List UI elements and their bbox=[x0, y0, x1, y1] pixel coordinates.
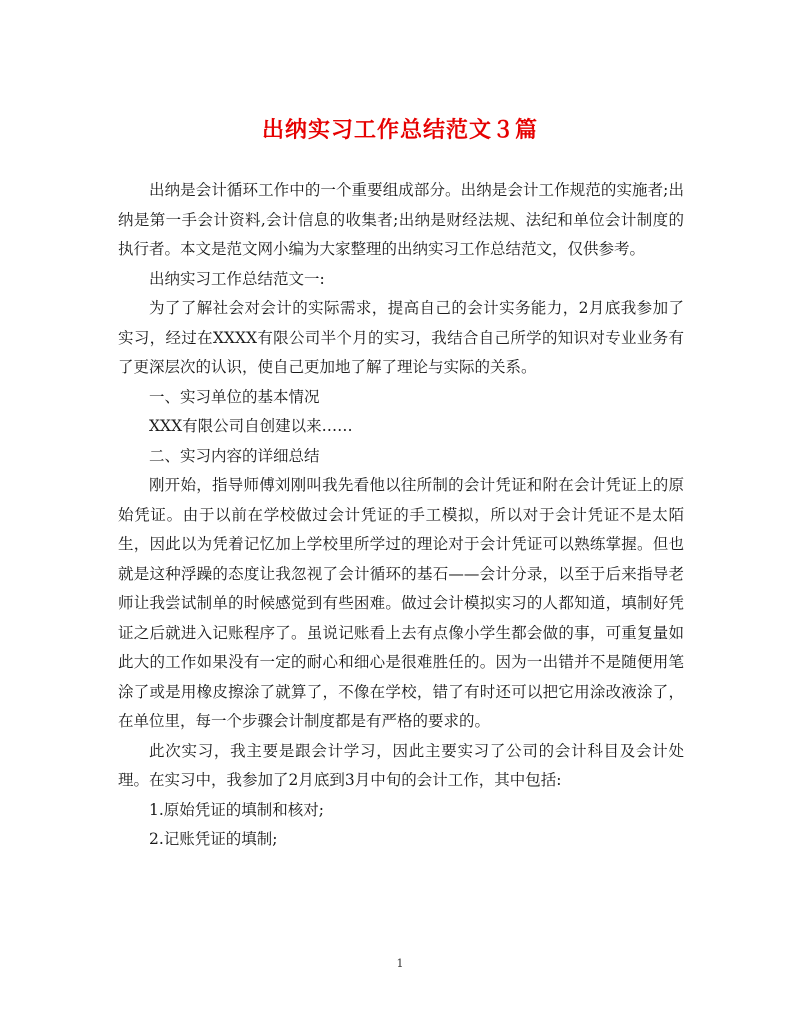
paragraph-sample-one-heading: 出纳实习工作总结范文一: bbox=[149, 269, 325, 288]
paragraph-intro: 出纳是会计循环工作中的一个重要组成部分。出纳是会计工作规范的实施者;出纳是第一手会计资料,会计信息的收集者;出纳是财经法规、法纪和单位会计制度的执行者。本文是范文网小编为大家整理的出纳实习工作总结范文，仅供参考。 bbox=[118, 181, 684, 258]
document-body bbox=[118, 176, 684, 855]
paragraph-purpose: 为了了解社会对会计的实际需求，提高自己的会计实务能力，2月底我参加了实习，经过在XXXX有限公司半个月的实习，我结合自己所学的知识对专业业务有了更深层次的认识，使自己更加地了解了理论与实际的关系。 bbox=[118, 299, 684, 376]
list-item: 2.记账凭证的填制; bbox=[149, 830, 278, 848]
paragraph-work-scope: 此次实习，我主要是跟会计学习，因此主要实习了公司的会计科目及会计处理。在实习中，我参加了2月底到3月中旬的会计工作，其中包括: bbox=[118, 741, 684, 789]
page-number: 1 bbox=[396, 957, 404, 970]
document-title: 出纳实习工作总结范文３篇 bbox=[261, 118, 538, 143]
paragraph-company: XXX有限公司自创建以来…… bbox=[149, 417, 353, 435]
section-heading-details: 二、实习内容的详细总结 bbox=[149, 446, 320, 465]
paragraph-details: 刚开始，指导师傅刘刚叫我先看他以往所制的会计凭证和附在会计凭证上的原始凭证。由于以前在学校做过会计凭证的手工模拟，所以对于会计凭证不是太陌生，因此以为凭着记忆加上学校里所学过的理论对于会计凭证可以熟练掌握。但也就是这种浮躁的态度让我忽视了会计循环的基石——会计分录，以至于后来指导老师让我尝试制单的时候感觉到有些困难。做过会计模拟实习的人都知道，填制好凭证之后就进入记账程序了。虽说记账看上去有点像小学生都会做的事，可重复量如此大的工作如果没有一定的耐心和细心是很难胜任的。因为一出错并不是随便用笔涂了或是用橡皮擦涂了就算了，不像在学校，错了有时还可以把它用涂改液涂了，在单位里，每一个步骤会计制度都是有严格的要求的。 bbox=[118, 476, 684, 730]
list-item: 1.原始凭证的填制和核对; bbox=[149, 800, 325, 819]
section-heading-basic-info: 一、实习单位的基本情况 bbox=[149, 387, 320, 406]
